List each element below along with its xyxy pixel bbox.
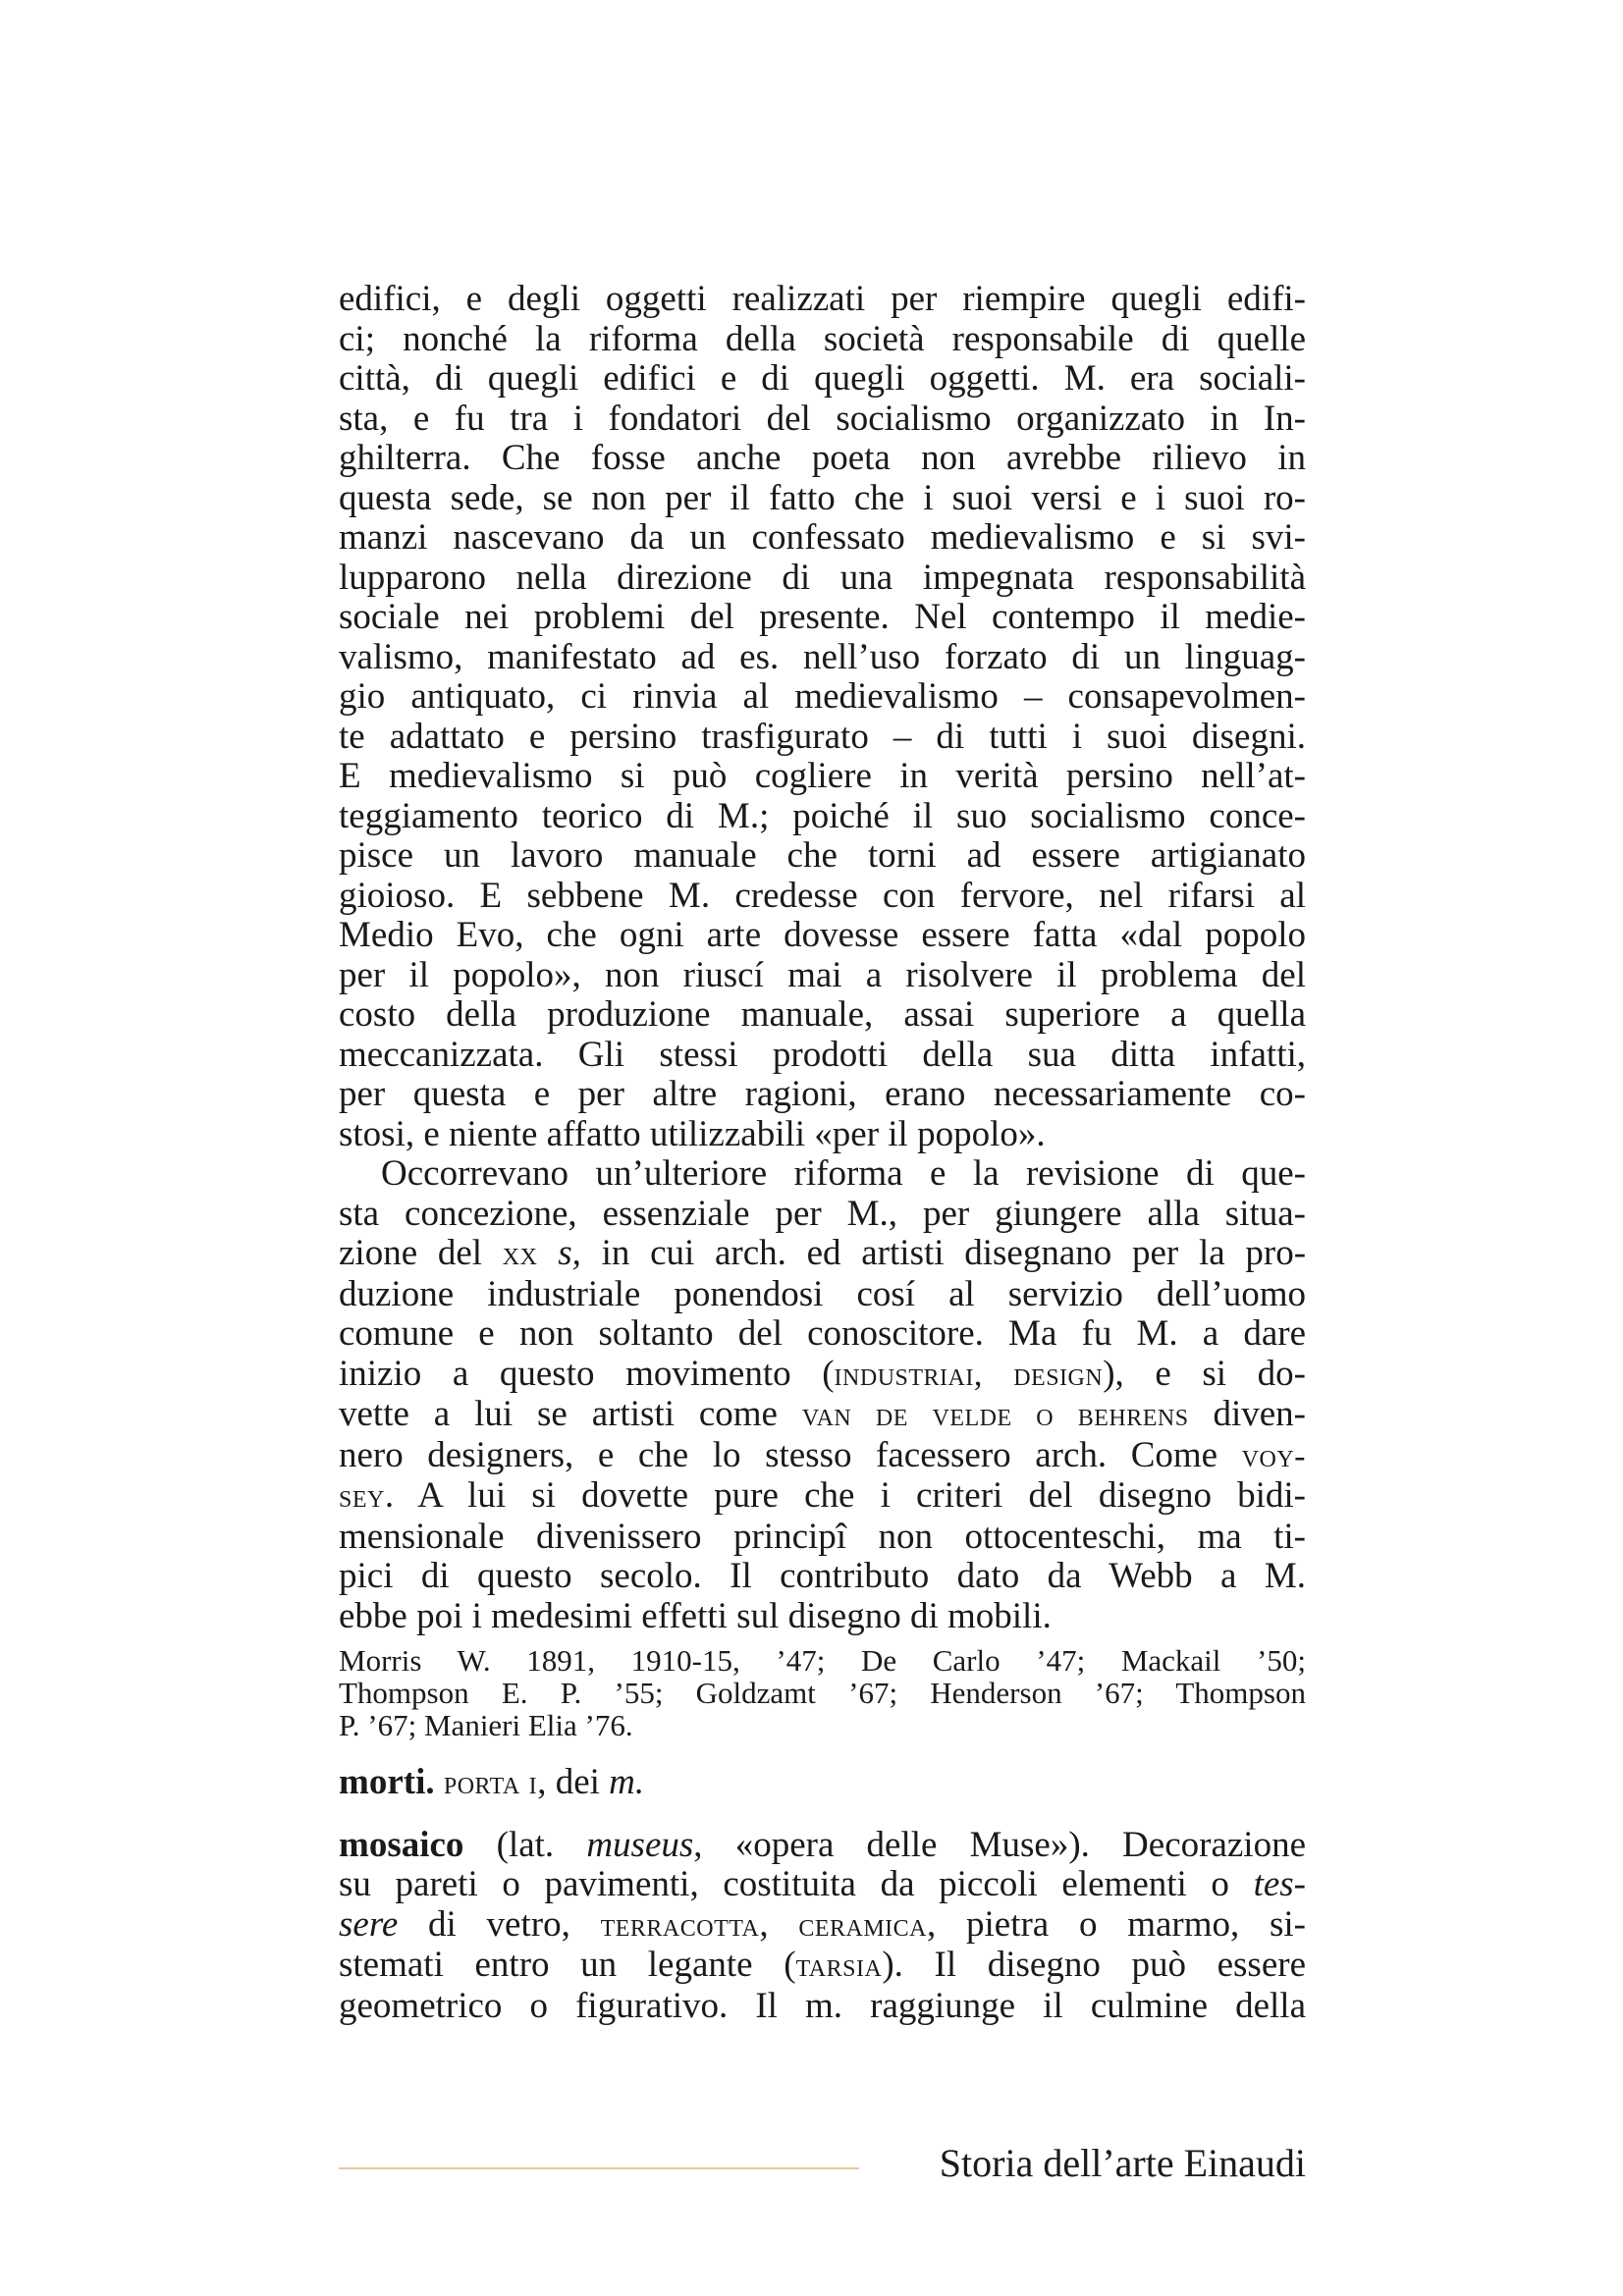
- paragraph-morris-continuation: [339, 280, 1306, 1154]
- text-run: . A lui si dovette pure che i criteri del disegno bidi-: [384, 1475, 1306, 1516]
- paragraph-design-reform: [339, 1154, 1306, 1636]
- text-line: ebbe poi i medesimi effetti sul disegno di mobili.: [339, 1595, 1052, 1636]
- cross-reference: porta i: [443, 1765, 538, 1801]
- bibliography-line: Morris W. 1891, 1910-15, ’47; De Carlo ’47; Mackail ’50;: [339, 1643, 1306, 1678]
- text-line: Occorrevano un’ulteriore riforma e la revisione di que-: [381, 1153, 1306, 1194]
- text-line: [339, 1826, 1306, 1866]
- text-run-italic: museus: [586, 1824, 694, 1865]
- headword: mosaico: [339, 1824, 464, 1865]
- text-line: per questa e per altre ragioni, erano necessariamente co-: [339, 1074, 1306, 1114]
- text-run: ). Il disegno può essere: [882, 1945, 1306, 1985]
- text-run: in cui arch. ed artisti disegnano per la pro-: [580, 1233, 1307, 1273]
- text-run: zione del: [339, 1233, 503, 1273]
- text-line: [339, 1436, 1306, 1477]
- text-line: edifici, e degli oggetti realizzati per riempire quegli edifi-: [339, 279, 1306, 319]
- text-run: , pietra o marmo, si-: [927, 1903, 1306, 1945]
- text-run: , «opera delle Muse»). Decorazione: [693, 1824, 1306, 1865]
- cross-reference: tarsia: [795, 1948, 883, 1984]
- main-text: [339, 280, 1306, 2026]
- footer-rule: [339, 2167, 859, 2169]
- text-line: [339, 1905, 1306, 1947]
- text-line: città, di quegli edifici e di quegli oggetti. M. era sociali-: [339, 358, 1306, 399]
- bibliography-line: P. ’67; Manieri Elia ’76.: [339, 1708, 633, 1742]
- text-line: pisce un lavoro manuale che torni ad essere artigianato: [339, 835, 1306, 876]
- headword: morti.: [339, 1762, 435, 1802]
- cross-reference: van de velde o behrens: [801, 1397, 1189, 1433]
- cross-reference: ceramica: [798, 1906, 927, 1944]
- cross-reference: voy-: [1241, 1437, 1306, 1474]
- text-run: ), e si do-: [1103, 1353, 1306, 1394]
- text-line: [339, 1476, 1306, 1518]
- text-line: stosi, e niente affatto utilizzabili «per il popolo».: [339, 1113, 1046, 1154]
- text-line: meccanizzata. Gli stessi prodotti della sua ditta infatti,: [339, 1034, 1306, 1075]
- text-line: sta, e fu tra i fondatori del socialismo organizzato in In-: [339, 398, 1306, 439]
- century-label: xx: [502, 1236, 538, 1272]
- text-line: Medio Evo, che ogni arte dovesse essere fatta «dal popolo: [339, 915, 1306, 955]
- cross-reference: terracotta: [600, 1906, 760, 1944]
- text-line: geometrico o figurativo. Il m. raggiunge il culmine della: [339, 1985, 1306, 2026]
- text-line: duzione industriale ponendosi cosí al servizio dell’uomo: [339, 1273, 1306, 1314]
- text-run: ,: [759, 1903, 799, 1945]
- bibliography: [339, 1644, 1306, 1741]
- text-line: per il popolo», non riuscí mai a risolvere il problema del: [339, 954, 1306, 995]
- text-line: ghilterra. Che fosse anche poeta non avrebbe rilievo in: [339, 438, 1306, 478]
- text-run: (lat.: [463, 1824, 587, 1865]
- text-run: nero designers, e che lo stesso facessero arch. Come: [339, 1434, 1242, 1475]
- text-line: questa sede, se non per il fatto che i suoi versi e i suoi ro-: [339, 477, 1306, 518]
- text-line: manzi nascevano da un confessato medievalismo e si svi-: [339, 517, 1306, 558]
- text-run: inizio a questo movimento (: [339, 1353, 835, 1394]
- text-line: gioioso. E sebbene M. credesse con fervore, nel rifarsi al: [339, 875, 1306, 916]
- bibliography-line: Thompson E. P. ’55; Goldzamt ’67; Henderson ’67; Thompson: [339, 1676, 1306, 1710]
- text-line: sociale nei problemi del presente. Nel contempo il medie-: [339, 597, 1306, 637]
- text-run: di vetro,: [398, 1903, 601, 1945]
- text-run: su pareti o pavimenti, costituita da piccoli elementi o: [339, 1864, 1254, 1904]
- text-line: [339, 1395, 1306, 1436]
- text-run-italic: sere: [339, 1903, 399, 1945]
- text-line: valismo, manifestato ad es. nell’uso forzato di un linguag-: [339, 636, 1306, 677]
- text-line: [339, 1355, 1306, 1396]
- text-line: sta concezione, essenziale per M., per giungere alla situa-: [339, 1193, 1306, 1234]
- text-line: [339, 1234, 1306, 1275]
- text-line: comune e non soltanto del conoscitore. Ma fu M. a dare: [339, 1313, 1306, 1354]
- text-line: lupparono nella direzione di una impegnata responsabilità: [339, 557, 1306, 598]
- text-line: gio antiquato, ci rinvia al medievalismo – consapevolmen-: [339, 676, 1306, 717]
- text-run-italic: tes-: [1253, 1864, 1306, 1904]
- text-run: , dei: [537, 1762, 610, 1802]
- text-line: [339, 1763, 1306, 1804]
- cross-reference: industriai, design: [834, 1356, 1104, 1393]
- cross-reference: sey: [339, 1478, 385, 1515]
- text-run: diven-: [1188, 1394, 1306, 1434]
- entry-morti: [339, 1763, 1306, 1804]
- text-line: costo della produzione manuale, assai superiore a quella: [339, 994, 1306, 1035]
- text-line: mensionale divenissero principî non ottocenteschi, ma ti-: [339, 1516, 1306, 1557]
- text-line: te adattato e persino trasfigurato – di tutti i suoi disegni.: [339, 716, 1306, 757]
- entry-mosaico: [339, 1826, 1306, 2027]
- text-line: [339, 1865, 1306, 1905]
- footer-title: Storia dell’arte Einaudi: [939, 2141, 1306, 2185]
- text-run-italic: m.: [609, 1762, 645, 1802]
- text-line: [339, 1946, 1306, 1987]
- text-run-italic: s,: [558, 1233, 581, 1273]
- text-line: teggiamento teorico di M.; poiché il suo socialismo conce-: [339, 795, 1306, 836]
- text-line: E medievalismo si può cogliere in verità persino nell’at-: [339, 756, 1306, 796]
- text-run: stemati entro un legante (: [339, 1945, 796, 1985]
- text-line: pici di questo secolo. Il contributo dato da Webb a M.: [339, 1556, 1306, 1596]
- text-run: vette a lui se artisti come: [339, 1394, 802, 1434]
- page-footer: [339, 2140, 1306, 2199]
- text-line: ci; nonché la riforma della società responsabile di quelle: [339, 318, 1306, 359]
